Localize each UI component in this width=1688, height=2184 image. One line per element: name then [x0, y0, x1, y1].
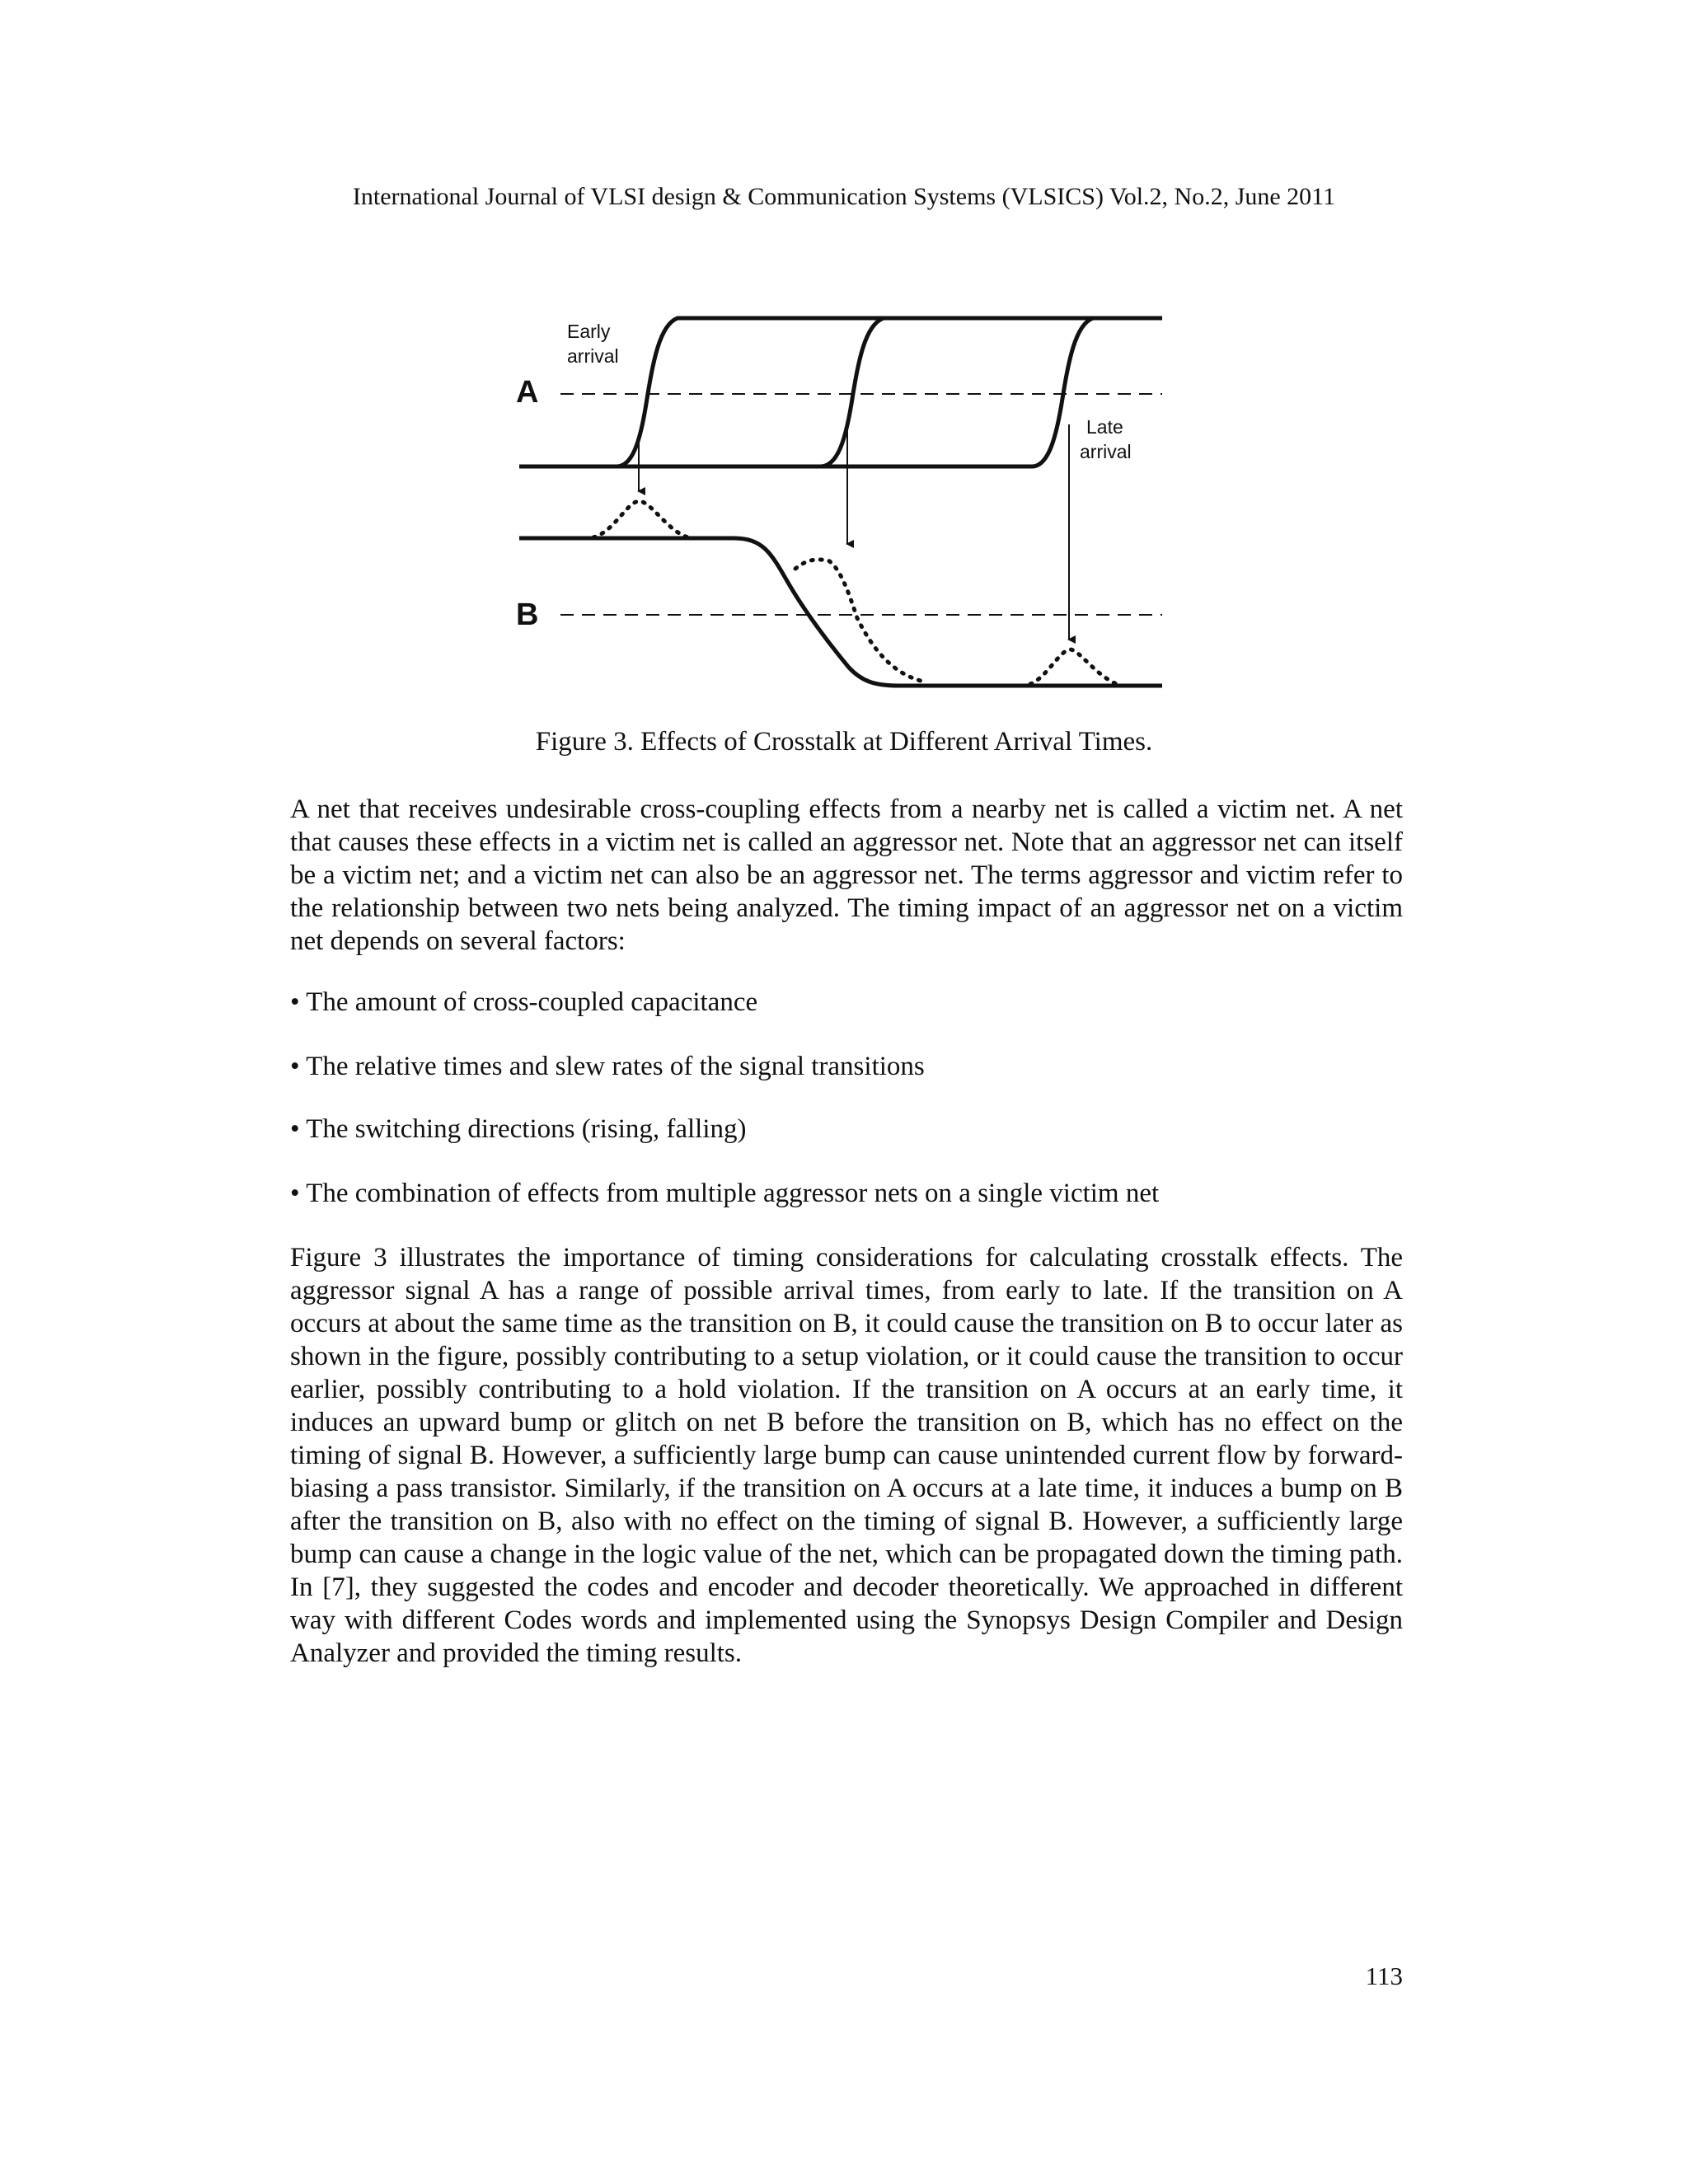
early-arrival-label-line1: Early — [567, 321, 611, 342]
signal-a-waveforms — [519, 318, 1162, 466]
crosstalk-timing-figure — [511, 297, 1170, 709]
body-paragraph-1: A net that receives undesirable cross-coupling effects from a nearby net is called a victim net. A net that causes these effects in a victim net is called an aggressor net. Note that an aggressor net can itself be a victim net; and a victim net can also be an aggressor net. The terms aggressor and victim refer to the relationship between two nets being analyzed. The timing impact of an aggressor net on a victim net depends on several factors: — [290, 794, 1403, 956]
body-paragraph-2: Figure 3 illustrates the importance of timing considerations for calculating crosstalk effects. The aggressor signal A has a range of possible arrival times, from early to late. If the transition on A occurs at about the same time as the transition on B, it could cause the transition on B to occur later as shown in the figure, possibly contributing to a setup violation, or it could cause the transition to occur earlier, possibly contributing to a hold violation. If the transition on A occurs at an early time, it induces an upward bump or glitch on net B before the transition on B, which has no effect on the timing of signal B. However, a sufficiently large bump can cause unintended current flow by forward-biasing a pass transistor. Similarly, if the transition on A occurs at a late time, it induces a bump on B after the transition on B, also with no effect on the timing of signal B. However, a sufficiently large bump can cause a change in the logic value of the net, which can be propagated down the timing path. In [7], they suggested the codes and encoder and decoder theoretically. We approached in different way with different Codes words and implemented using the Synopsys Design Compiler and Design Analyzer and provided the timing results. — [290, 1243, 1403, 1668]
body-paragraph-2-block — [290, 1241, 1403, 1670]
bullet-item: • The combination of effects from multiple aggressor nets on a single victim net — [290, 1179, 1160, 1208]
early-arrival-label-line2: arrival — [567, 345, 619, 367]
late-arrival-label-line1: Late — [1086, 416, 1123, 438]
early-glitch-bump — [593, 501, 688, 537]
figure-caption: Figure 3. Effects of Crosstalk at Different Arrival Times. — [535, 727, 1153, 757]
signal-a-label: A — [516, 375, 539, 410]
bullet-1-block — [290, 986, 1403, 1019]
bullet-item: • The relative times and slew rates of the signal transitions — [290, 1052, 925, 1081]
bullet-item: • The switching directions (rising, falling) — [290, 1114, 747, 1144]
bullet-3-block — [290, 1113, 1403, 1146]
crosstalk-effects — [593, 501, 1121, 686]
signal-b-label: B — [516, 598, 539, 632]
body-paragraph-1-block — [290, 793, 1403, 958]
running-header: International Journal of VLSI design & Communication Systems (VLSICS) Vol.2, No.2, June 2011 — [352, 183, 1336, 210]
bullet-item: • The amount of cross-coupled capacitance — [290, 987, 758, 1017]
page-number: 113 — [1365, 1961, 1403, 1990]
late-arrival-label-line2: arrival — [1080, 441, 1132, 462]
late-glitch-bump — [1030, 649, 1121, 686]
bullet-4-block — [290, 1177, 1403, 1210]
signal-a-late-waveform — [820, 318, 1093, 466]
timing-diagram — [511, 297, 1170, 709]
bullet-2-block — [290, 1050, 1403, 1083]
signal-a-mid-waveform — [617, 318, 884, 466]
signal-b-waveform — [519, 538, 1162, 686]
